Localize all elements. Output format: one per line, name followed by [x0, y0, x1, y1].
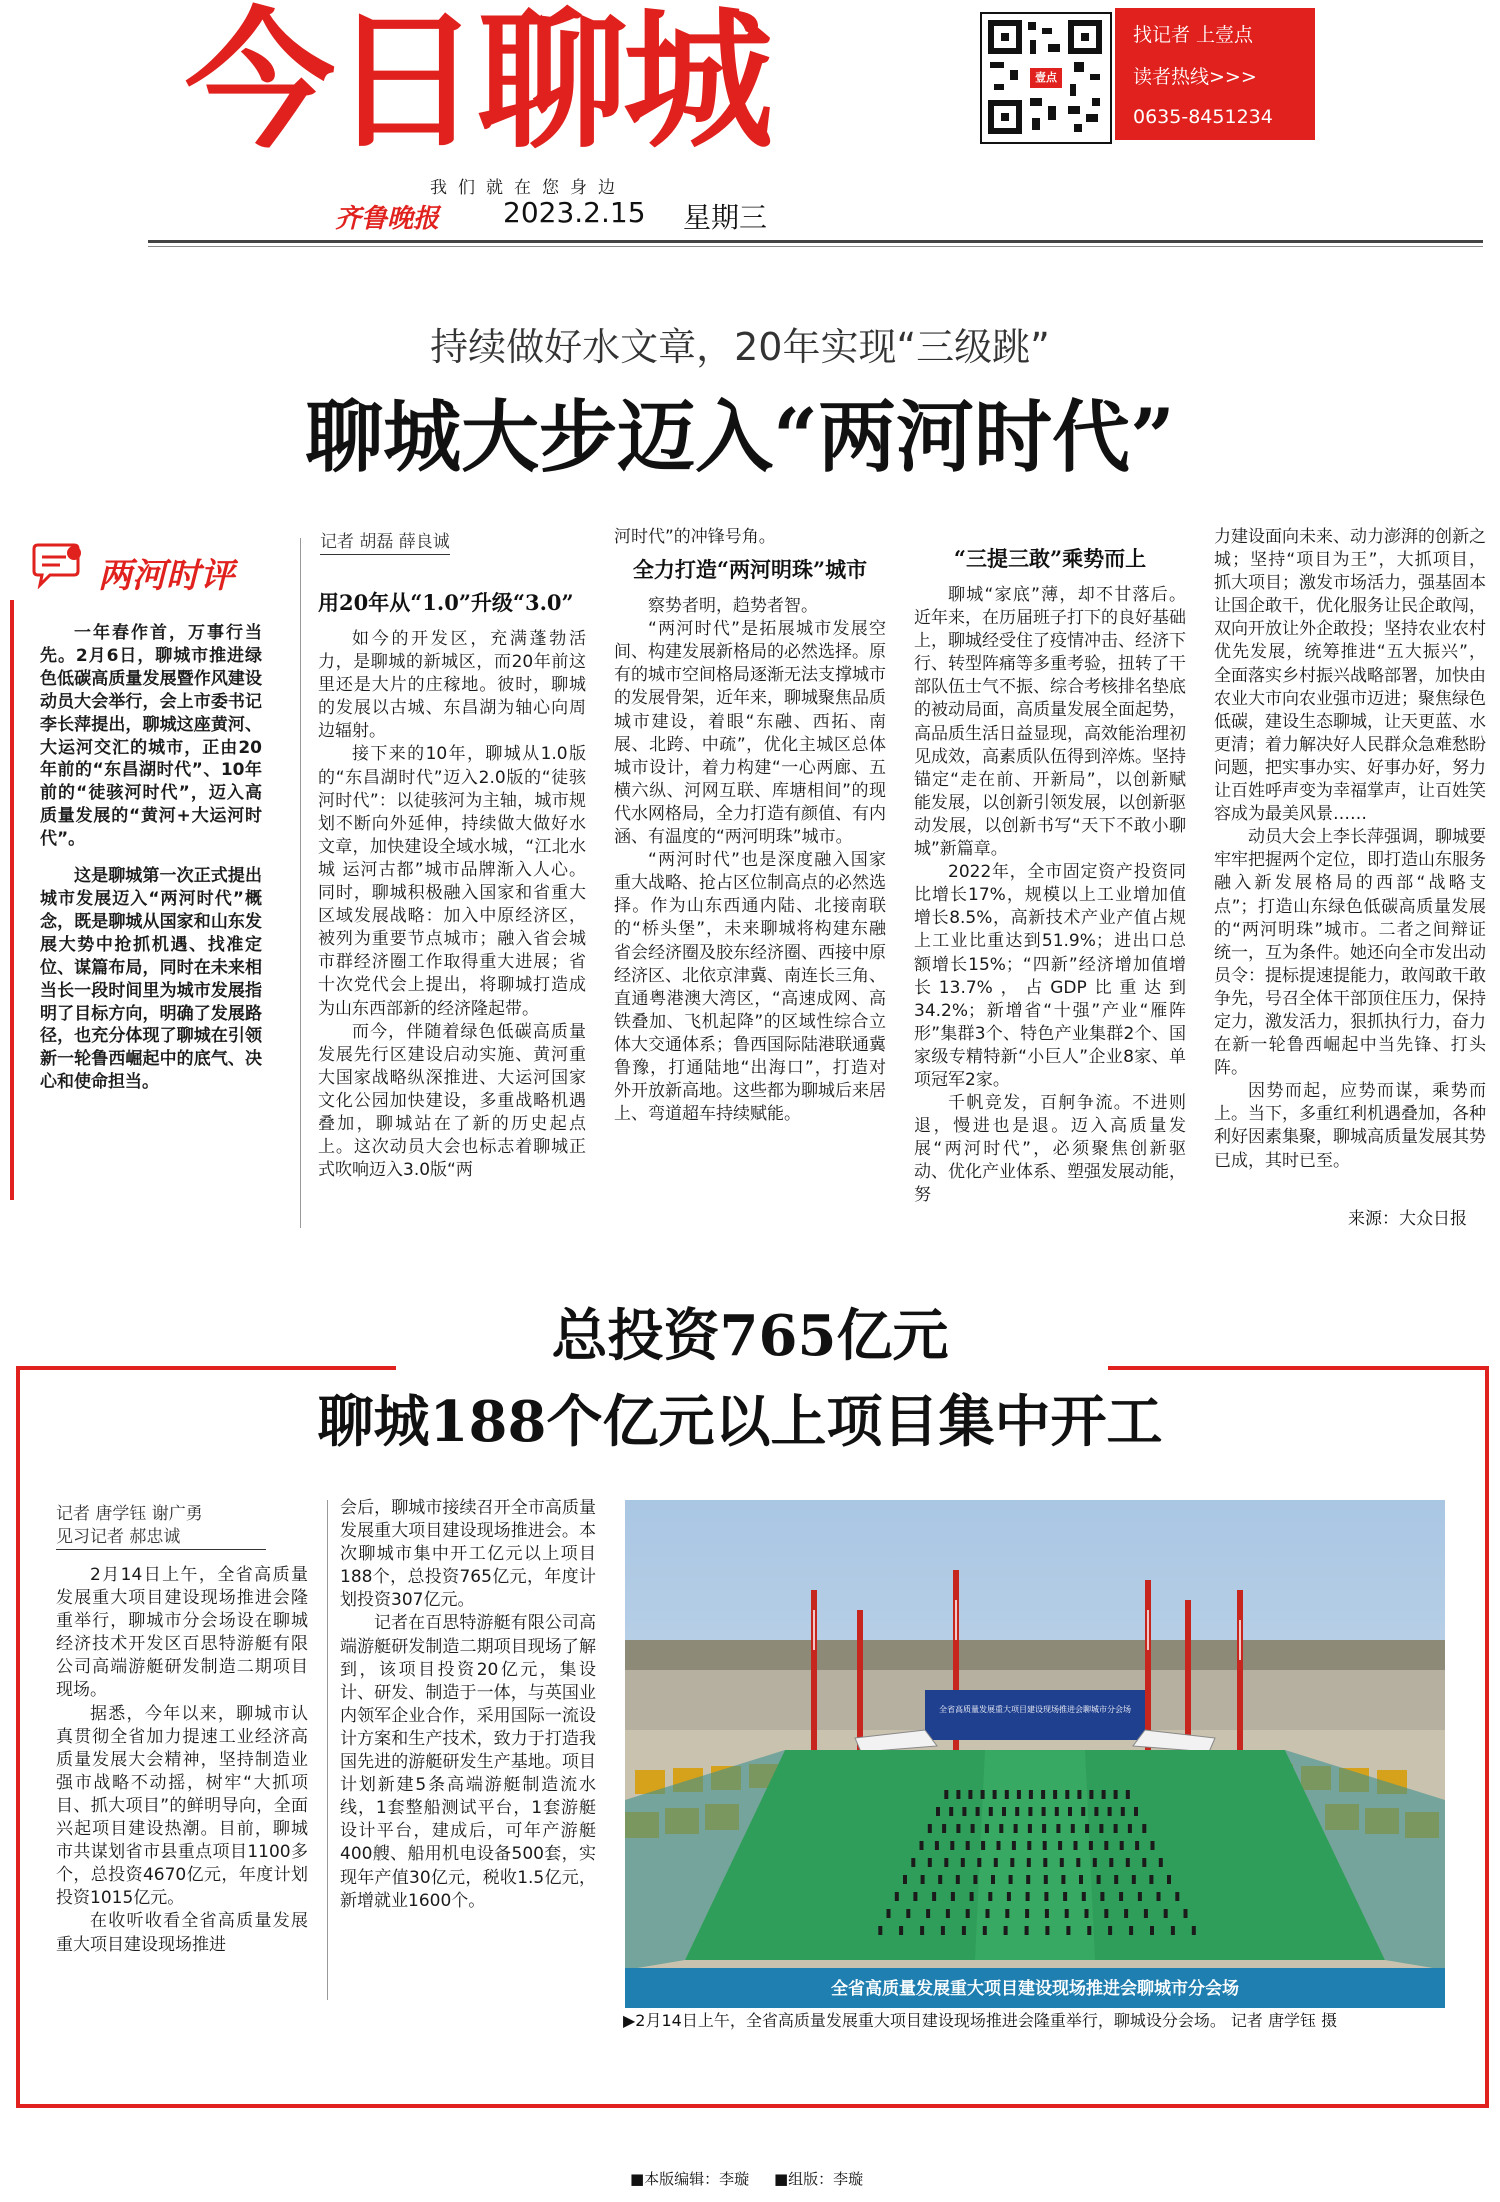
masthead-divider-thin — [148, 246, 1483, 247]
footer-layout: ■组版：李璇 — [773, 2170, 864, 2188]
article-paragraph: 据悉，今年以来，聊城市认真贯彻全省加力提速工业经济高质量发展大会精神，坚持制造业强市战略不动摇，树牢“大抓项目、抓大项目”的鲜明导向，全面兴起项目建设热潮。目前，聊城市共谋划省市县重点项目1100多个，总投资4670亿元，年度计划投资1015亿元。 — [56, 1703, 308, 1909]
column-divider — [327, 1500, 328, 2000]
event-photo — [625, 1500, 1445, 2008]
article-paragraph: 因势而起，应势而谋，乘势而上。当下，多重红利机遇叠加，各种利好因素集聚，聊城高质量发展其势已成，其时已至。 — [1214, 1081, 1486, 1171]
article1-subhead-1: 用20年从“1.0”升级“3.0” — [318, 590, 574, 615]
article2-headline-line2: 聊城188个亿元以上项目集中开工 — [317, 1389, 1163, 1455]
footer-editor: ■本版编辑：李璇 — [630, 2170, 750, 2188]
article-paragraph: “两河时代”是拓展城市发展空间、构建发展新格局的必然选择。原有的城市空间格局逐渐无法支撑城市的发展骨架，近年来，聊城聚焦品质城市建设，着眼“东融、西拓、南展、北跨、中疏”，优化主城区总体城市设计，着力构建“一心两廊、五横六纵、河网互联、库塘相间”的现代水网格局，全力打造有颜值、有内涵、有温度的“两河明珠”城市。 — [614, 619, 886, 848]
article-paragraph: 在收听收看全省高质量发展重大项目建设现场推进 — [56, 1911, 308, 1955]
article-paragraph: 河时代”的冲锋号角。 — [614, 527, 776, 547]
commentary-paragraph: 一年春作首，万事行当先。2月6日，聊城市推进绿色低碳高质量发展暨作风建设动员大会举行，会上市委书记李长萍提出，聊城这座黄河、大运河交汇的城市，正由20年前的“东昌湖时代”、10年前的“徒骇河时代”，迈入高质量发展的“黄河+大运河时代”。 — [40, 623, 262, 850]
qr-code-icon[interactable] — [980, 12, 1112, 144]
article2-frame-top-left — [16, 1366, 396, 1370]
article2-byline-2: 见习记者 郝忠诚 — [56, 1522, 266, 1550]
article2-column-1 — [56, 1564, 308, 2014]
article1-kicker: 持续做好水文章，20年实现“三级跳” — [430, 325, 1050, 369]
commentary-paragraph: 这是聊城第一次正式提出城市发展迈入“两河时代”概念，既是聊城从国家和山东发展大势中抢抓机遇、找准定位、谋篇布局，同时在未来相当长一段时间里为城市发展指明了目标方向，明确了发展路径，也充分体现了聊城在引领新一轮鲁西崛起中的底气、决心和使命担当。 — [40, 866, 262, 1093]
article2-headline-line1: 总投资765亿元 — [551, 1303, 949, 1369]
masthead-slogan: 我们就在您身边 — [430, 178, 626, 198]
masthead-divider — [148, 240, 1483, 243]
speech-bubble-icon — [30, 543, 88, 589]
issue-weekday: 星期三 — [683, 201, 768, 234]
article-paragraph: 2022年，全市固定资产投资同比增长17%，规模以上工业增加值增长8.5%，高新技术产业产值占规上工业比重达到51.9%；进出口总额增长15%；“四新”经济增加值增长13.7%，占GDP比重达到34.2%；新增省“十强”产业“雁阵形”集群3个、特色产业集群2个、国家级专精特新“小巨人”企业8家、单项冠军2家。 — [914, 862, 1186, 1090]
masthead-title: 今日聊城 — [185, 0, 770, 169]
column-divider — [300, 538, 301, 1228]
article2-frame-bottom — [16, 2104, 1489, 2108]
hotline-slogan: 找记者 上壹点 — [1133, 24, 1254, 46]
commentary-label: 两河时评 — [98, 556, 234, 596]
article1-source: 来源：大众日报 — [1348, 1209, 1467, 1229]
issue-date: 2023.2.15 — [503, 196, 646, 229]
article2-byline-1: 记者 唐学钰 谢广勇 — [56, 1504, 203, 1524]
article1-column-4 — [1214, 526, 1486, 1196]
article1-column-3 — [914, 538, 1186, 1228]
article-paragraph: 接下来的10年，聊城从1.0版的“东昌湖时代”迈入2.0版的“徒骇河时代”：以徒骇河为主轴，城市规划不断向外延伸，持续做大做好水文章，加快建设全域水城，“江北水城 运河古都”城市品牌渐入人心。同时，聊城积极融入国家和省重大区域发展战略：加入中原经济区，被列为重要节点城市；融入省会城市群经济圈工作取得重大进展；省十次党代会上提出，将聊城打造成为山东西部新的经济隆起带。 — [318, 744, 586, 1019]
article-paragraph: 察势者明，趋势者智。 — [648, 596, 818, 617]
qr-logo: 壹点 — [1030, 68, 1062, 88]
article1-subhead-3: “三提三敢”乘势而上 — [953, 546, 1147, 571]
commentary-body — [40, 622, 262, 1094]
hotline-number[interactable]: 0635-8451234 — [1133, 106, 1273, 128]
article1-column-2 — [614, 526, 886, 1226]
article2-frame-left — [16, 1366, 20, 2106]
article-paragraph: 而今，伴随着绿色低碳高质量发展先行区建设启动实施、黄河重大国家战略纵深推进、大运河国家文化公园加快建设，多重战略机遇叠加，聊城站在了新的历史起点上。这次动员大会也标志着聊城正式吹响迈入3.0版“两 — [318, 1021, 586, 1181]
article-paragraph: 聊城“家底”薄，却不甘落后。近年来，在历届班子打下的良好基础上，聊城经受住了疫情冲击、经济下行、转型阵痛等多重考验，扭转了干部队伍士气不振、综合考核排名垫底的被动局面，高质量发展全面起势，高品质生活日益显现，高效能治理初见成效，高素质队伍得到淬炼。坚持锚定“走在前、开新局”，以创新赋能发展，以创新引领发展，以创新驱动发展，以创新书写“天下不敢小聊城”新篇章。 — [914, 585, 1186, 860]
article-paragraph: 如今的开发区，充满蓬勃活力，是聊城的新城区，而20年前这里还是大片的庄稼地。彼时，聊城的发展以古城、东昌湖为轴心向周边辐射。 — [318, 629, 586, 742]
stage-banner-text: 全省高质量发展重大项目建设现场推进会聊城市分会场 — [939, 1705, 1131, 1714]
commentary-accent-bar — [10, 600, 14, 1200]
paper-name-logo: 齐鲁晚报 — [335, 204, 440, 234]
photo-caption: ▶2月14日上午，全省高质量发展重大项目建设现场推进会隆重举行，聊城设分会场。 记者 唐学钰 摄 — [623, 2011, 1338, 2030]
article-paragraph: “两河时代”也是深度融入国家重大战略、抢占区位制高点的必然选择。作为山东西通内陆、北接南联的“桥头堡”，未来聊城将构建东融省会经济圈及胶东经济圈、西接中原经济区、北依京津冀、南连长三角、直通粤港澳大湾区，“高速成网、高铁叠加、飞机起降”的区域性综合立体大交通体系；鲁西国际陆港联通冀鲁豫，打通陆地“出海口”，打造对外开放新高地。这些都为聊城后来居上、弯道超车持续赋能。 — [614, 850, 886, 1125]
article2-frame-top-right — [1108, 1366, 1488, 1370]
article-paragraph: 千帆竞发，百舸争流。不进则退，慢进也是退。迈入高质量发展“两河时代”，必须聚焦创新驱动、优化产业体系、塑强发展动能，努 — [914, 1093, 1186, 1206]
article1-headline: 聊城大步迈入“两河时代” — [305, 392, 1175, 483]
article-paragraph: 会后，聊城市接续召开全市高质量发展重大项目建设现场推进会。本次聊城市集中开工亿元以上项目188个，总投资765亿元，年度计划投资307亿元。 — [340, 1498, 596, 1611]
article-paragraph: 记者在百思特游艇有限公司高端游艇研发制造二期项目现场了解到，该项目投资20亿元，集设计、研发、制造于一体，与英国业内领军企业合作，采用国际一流设计方案和生产技术，致力于打造我国先进的游艇研发生产基地。项目计划新建5条高端游艇制造流水线，1套整船测试平台，1套游艇设计平台，建成后，可年产游艇400艘、船用机电设备500套，实现年产值30亿元，税收1.5亿元，新增就业1600个。 — [340, 1613, 596, 1911]
article-paragraph: 2月14日上午，全省高质量发展重大项目建设现场推进会隆重举行，聊城市分会场设在聊城经济技术开发区百思特游艇有限公司高端游艇研发制造二期项目现场。 — [56, 1565, 308, 1701]
hotline-label: 读者热线>>> — [1133, 66, 1257, 88]
article2-frame-right — [1485, 1366, 1489, 2106]
photo-banner-text: 全省高质量发展重大项目建设现场推进会聊城市分会场 — [831, 1979, 1239, 1999]
article1-column-1 — [318, 582, 586, 1232]
article-paragraph: 力建设面向未来、动力澎湃的创新之城；坚持“项目为王”，大抓项目，抓大项目；激发市场活力，强基固本让国企敢干，优化服务让民企敢闯，双向开放让外企敢投；坚持农业农村优先发展，统筹推进“五大振兴”，全面落实乡村振兴战略部署，加快由农业大市向农业强市迈进；聚焦绿色低碳，建设生态聊城，让天更蓝、水更清；着力解决好人民群众急难愁盼问题，把实事办实、好事办好，努力让百姓呼声变为幸福掌声，让百姓笑容成为最美风景…… — [1214, 527, 1486, 825]
article1-byline: 记者 胡磊 薛良诚 — [320, 527, 450, 555]
article-paragraph: 动员大会上李长萍强调，聊城要牢牢把握两个定位，即打造山东服务融入新发展格局的西部“战略支点”；打造山东绿色低碳高质量发展的“两河明珠”城市。二者之间辩证统一，互为条件。她还向全市发出动员令：提标提速提能力，敢闯敢干敢争先，号召全体干部顶住压力，保持定力，激发活力，狠抓执行力，奋力在新一轮鲁西崛起中当先锋、打头阵。 — [1214, 827, 1486, 1079]
hotline-box — [1115, 8, 1315, 140]
page-footer — [630, 2168, 883, 2189]
article2-column-2 — [340, 1497, 596, 1997]
article1-subhead-2: 全力打造“两河明珠”城市 — [632, 557, 868, 583]
